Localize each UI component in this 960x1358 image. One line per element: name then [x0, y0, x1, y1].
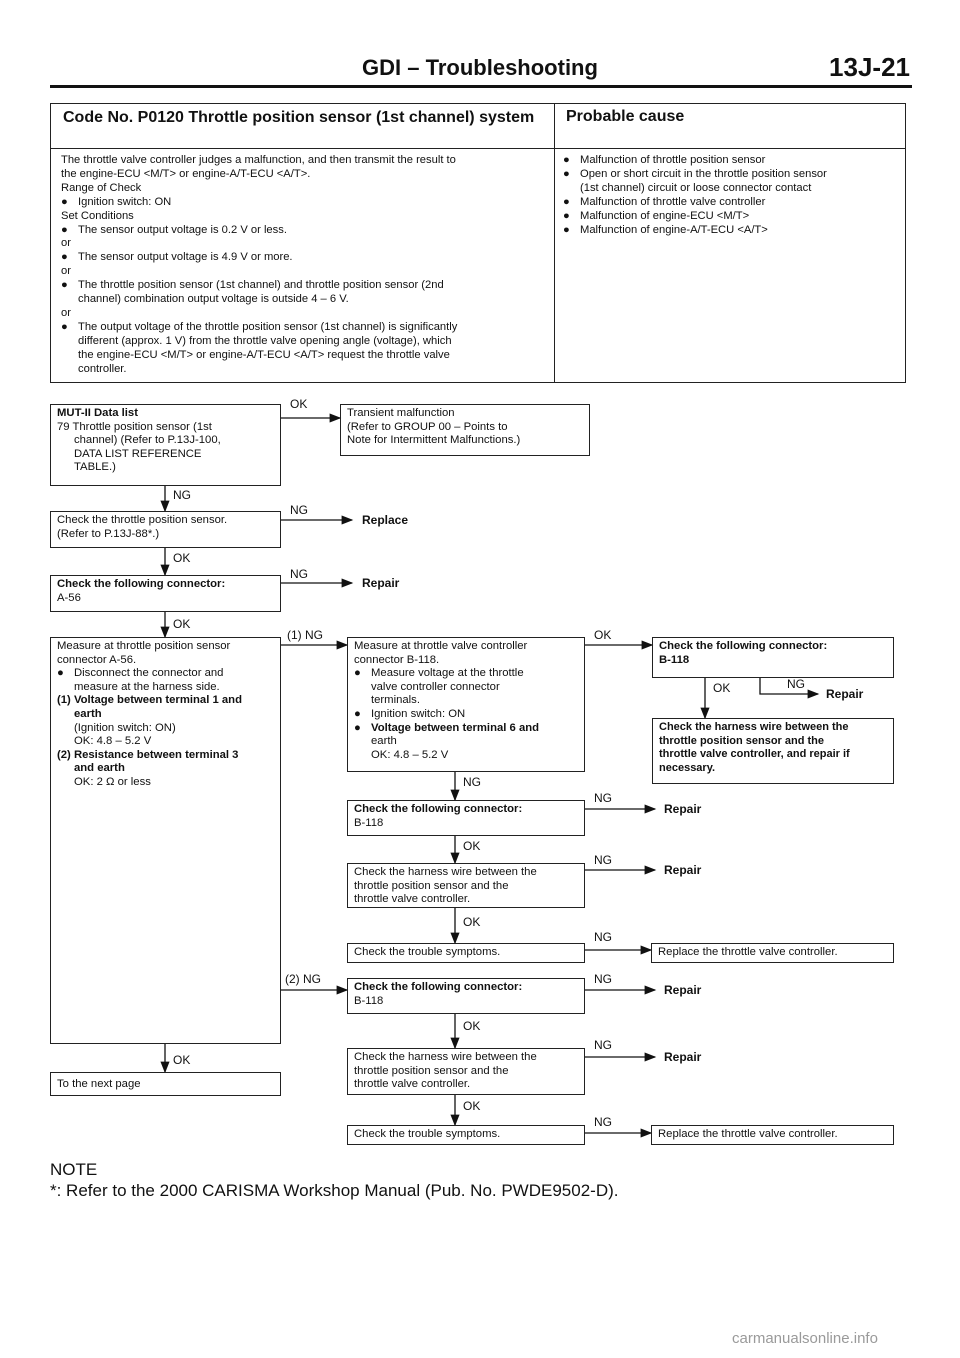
- ng-label: NG: [594, 930, 612, 944]
- box-line: Measure at throttle position sensor: [57, 640, 231, 652]
- ok-label: OK: [173, 1053, 191, 1067]
- desc-line: The sensor output voltage is 4.9 V or more.: [78, 251, 293, 264]
- bullet-icon: ●: [563, 209, 570, 222]
- page-title: GDI – Troubleshooting: [362, 55, 598, 80]
- box-line: Check the trouble symptoms.: [354, 946, 501, 958]
- bullet-icon: ●: [57, 667, 64, 680]
- check-throttle-position-sensor-box: [50, 511, 281, 548]
- desc-line: different (approx. 1 V) from the throttle valve opening angle (voltage), which: [78, 334, 452, 347]
- bullet-icon: ●: [354, 721, 361, 734]
- box-line: valve controller connector: [371, 680, 500, 693]
- desc-line: the engine-ECU <M/T> or engine-A/T-ECU <A/T>.: [61, 167, 311, 180]
- desc-line: Range of Check: [61, 181, 142, 194]
- ng-label: NG: [594, 972, 612, 986]
- box-line: channel) (Refer to P.13J-100,: [74, 434, 221, 447]
- box-line: B-118: [354, 994, 384, 1007]
- bullet-icon: ●: [563, 195, 570, 208]
- bullet-icon: ●: [563, 223, 570, 236]
- measure-throttle-valve-controller-box: [347, 637, 585, 772]
- replace-action: Replace: [362, 513, 409, 527]
- desc-line: The sensor output voltage is 0.2 V or less.: [78, 223, 287, 236]
- box-line: throttle position sensor and the: [354, 1064, 509, 1077]
- replace-throttle-valve-controller-box: [651, 943, 894, 963]
- desc-line: controller.: [78, 362, 127, 375]
- cause-line: Malfunction of throttle valve controller: [580, 195, 766, 208]
- box-line: Check the harness wire between the: [659, 721, 849, 733]
- box-line: and earth: [74, 762, 125, 775]
- check-harness-wire-repair-box: [652, 718, 894, 784]
- cause-line: (1st channel) circuit or loose connector contact: [580, 181, 812, 194]
- box-line: Check the harness wire between the: [354, 1051, 537, 1063]
- bullet-icon: ●: [61, 251, 68, 264]
- ok-label: OK: [173, 617, 191, 631]
- measure-throttle-position-sensor-box: [50, 637, 281, 1044]
- bullet-icon: ●: [354, 707, 361, 720]
- box-line: TABLE.): [74, 461, 116, 474]
- box-line: throttle valve controller.: [354, 1078, 471, 1091]
- bullet-icon: ●: [61, 320, 68, 333]
- box-line: measure at the harness side.: [74, 680, 220, 693]
- repair-action: Repair: [664, 863, 702, 877]
- desc-line: The output voltage of the throttle position sensor (1st channel) is significantly: [78, 320, 458, 333]
- box-line: throttle valve controller, and repair if: [659, 748, 850, 761]
- repair-action: Repair: [826, 687, 864, 701]
- check-connector-b118-box: [347, 978, 585, 1014]
- ng-label: NG: [463, 775, 481, 789]
- check-connector-b118-box: [347, 800, 585, 836]
- box-line: Disconnect the connector and: [74, 667, 224, 680]
- box-line: connector B-118.: [354, 653, 440, 666]
- mut-data-list-box: [50, 404, 281, 486]
- bullet-icon: ●: [61, 223, 68, 236]
- desc-line: or: [61, 265, 71, 278]
- box-line: OK: 4.8 – 5.2 V: [74, 735, 152, 748]
- bullet-icon: ●: [563, 154, 570, 166]
- box-line: MUT-II Data list: [57, 407, 138, 419]
- ng-label: NG: [290, 503, 308, 517]
- ng-1-label: (1) NG: [287, 628, 323, 642]
- ng-label: NG: [787, 677, 805, 691]
- ng-2-label: (2) NG: [285, 972, 321, 986]
- ng-label: NG: [594, 853, 612, 867]
- repair-action: Repair: [664, 802, 702, 816]
- box-line: Check the following connector:: [57, 578, 226, 590]
- desc-line: channel) combination output voltage is outside 4 – 6 V.: [78, 293, 349, 306]
- desc-line: the engine-ECU <M/T> or engine-A/T-ECU <A/T> request the throttle valve: [78, 348, 450, 361]
- box-line: Check the following connector:: [354, 981, 523, 993]
- ok-label: OK: [463, 1099, 481, 1113]
- box-line: Check the following connector:: [354, 803, 523, 815]
- cause-line: Open or short circuit in the throttle position sensor: [580, 167, 827, 180]
- box-line: OK: 2 Ω or less: [74, 775, 151, 788]
- ng-label: NG: [594, 1115, 612, 1129]
- check-connector-a56-box: [50, 575, 281, 612]
- ng-label: NG: [290, 567, 308, 581]
- ok-label: OK: [463, 915, 481, 929]
- box-line: throttle valve controller.: [354, 893, 471, 906]
- bullet-icon: ●: [61, 195, 68, 208]
- box-line: earth: [74, 707, 102, 720]
- transient-malfunction-box: [340, 404, 590, 456]
- box-line: Replace the throttle valve controller.: [658, 946, 838, 958]
- box-line: (1) Voltage between terminal 1 and: [57, 694, 242, 707]
- ok-label: OK: [463, 839, 481, 853]
- repair-action: Repair: [362, 576, 400, 590]
- box-line: Check the trouble symptoms.: [354, 1128, 501, 1140]
- bullet-icon: ●: [563, 167, 570, 180]
- desc-line: The throttle valve controller judges a malfunction, and then transmit the result to: [61, 154, 456, 166]
- ok-label: OK: [290, 397, 308, 411]
- box-line: necessary.: [659, 761, 716, 774]
- bullet-icon: ●: [61, 279, 68, 292]
- box-line: (Ignition switch: ON): [74, 721, 176, 734]
- box-line: OK: 4.8 – 5.2 V: [371, 748, 449, 761]
- replace-throttle-valve-controller-box: [651, 1125, 894, 1145]
- watermark: carmanualsonline.info: [732, 1330, 878, 1347]
- box-line: Transient malfunction: [347, 407, 455, 419]
- note-text: *: Refer to the 2000 CARISMA Workshop Manual (Pub. No. PWDE9502-D).: [50, 1181, 619, 1200]
- desc-line: or: [61, 237, 71, 250]
- check-harness-wire-box: [347, 1048, 585, 1095]
- box-line: 79 Throttle position sensor (1st: [57, 420, 212, 433]
- cause-line: Malfunction of throttle position sensor: [580, 154, 766, 166]
- box-line: Measure voltage at the throttle: [371, 667, 524, 680]
- box-line: terminals.: [371, 694, 420, 707]
- box-line: Note for Intermittent Malfunctions.): [347, 434, 521, 447]
- box-line: Voltage between terminal 6 and: [371, 721, 540, 734]
- repair-action: Repair: [664, 1050, 702, 1064]
- box-line: Check the throttle position sensor.: [57, 514, 228, 526]
- page-number: 13J-21: [829, 52, 910, 82]
- box-line: (2) Resistance between terminal 3: [57, 748, 239, 761]
- note-heading: NOTE: [50, 1160, 98, 1179]
- ng-label: NG: [594, 791, 612, 805]
- box-line: Check the following connector:: [659, 640, 828, 652]
- box-line: (Refer to P.13J-88*.): [57, 527, 160, 540]
- box-line: Replace the throttle valve controller.: [658, 1128, 838, 1140]
- box-line: DATA LIST REFERENCE: [74, 447, 202, 460]
- box-line: Measure at throttle valve controller: [354, 640, 528, 652]
- ok-label: OK: [173, 551, 191, 565]
- box-line: connector A-56.: [57, 653, 137, 666]
- box-line: To the next page: [57, 1078, 141, 1090]
- ok-label: OK: [463, 1019, 481, 1033]
- box-line: throttle position sensor and the: [354, 879, 509, 892]
- box-line: Check the harness wire between the: [354, 866, 537, 878]
- check-harness-wire-box: [347, 863, 585, 908]
- next-page-box: [50, 1072, 281, 1096]
- check-trouble-symptoms-box: [347, 1125, 585, 1145]
- check-trouble-symptoms-box: [347, 943, 585, 963]
- repair-action: Repair: [664, 983, 702, 997]
- box-line: A-56: [57, 591, 81, 604]
- box-line: Ignition switch: ON: [371, 707, 466, 720]
- code-heading: Code No. P0120 Throttle position sensor (1st channel) system: [63, 109, 535, 126]
- cause-line: Malfunction of engine-A/T-ECU <A/T>: [580, 223, 768, 236]
- box-line: B-118: [659, 653, 690, 666]
- desc-line: Ignition switch: ON: [78, 195, 172, 208]
- cause-heading: Probable cause: [566, 108, 685, 125]
- cause-line: Malfunction of engine-ECU <M/T>: [580, 209, 750, 222]
- check-connector-b118-box: [652, 637, 894, 678]
- ok-label: OK: [594, 628, 612, 642]
- box-line: earth: [371, 735, 397, 748]
- ng-label: NG: [173, 488, 191, 502]
- ok-label: OK: [713, 681, 731, 695]
- ng-label: NG: [594, 1038, 612, 1052]
- desc-line: or: [61, 306, 71, 319]
- desc-line: The throttle position sensor (1st channel) and throttle position sensor (2nd: [78, 279, 444, 292]
- desc-line: Set Conditions: [61, 209, 134, 222]
- box-line: throttle position sensor and the: [659, 734, 825, 747]
- box-line: B-118: [354, 816, 384, 829]
- bullet-icon: ●: [354, 667, 361, 680]
- box-line: (Refer to GROUP 00 – Points to: [347, 420, 508, 433]
